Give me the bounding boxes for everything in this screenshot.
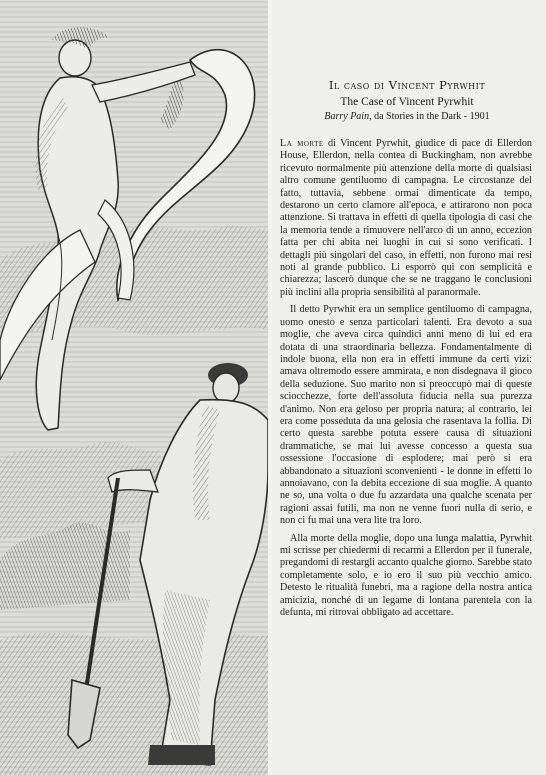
article-column [272, 0, 546, 775]
title-lead: Il caso di [328, 78, 385, 92]
title-name: Vincent Pyrwhit [388, 78, 486, 92]
article-byline [272, 111, 542, 122]
article-title [272, 78, 542, 92]
engraving-illustration [0, 0, 268, 775]
engraving-icon [0, 0, 268, 775]
article-subtitle: The Case of Vincent Pyrwhit [340, 96, 474, 108]
article-body [280, 138, 532, 624]
paragraph-1-lead: La morte [280, 138, 324, 149]
author-name: Barry Pain [324, 111, 370, 122]
paragraph-1-text: di Vincent Pyrwhit, giudice di pace di Ellerdon House, Ellerdon, nella contea di Buckingham, non avrebbe ricevuto normalmente più attenzione della morte di qualsiasi altro comune gentiluomo di campagna. Le circostanze del fatto, tuttavia, sebbene ormai dimenticate da tempo, destarono un certo clamore all'epoca, e attirarono non poca attenzione. Si trattava in effetti di quella tipologia di casi che la memoria tende a rimuovere nell'arco di un anno, eccezion fatta per chi abita nei luoghi in cui si sono verificati. I dettagli più singolari del caso, in effetti, non furono mai resi noti al grande pubblico. Li esporrò qui con semplicità e chiarezza; lascerò dunque che se ne traggano le conclusioni più inclini alla propria sensibilità al paranormale. [280, 138, 533, 298]
paragraph-1 [280, 138, 532, 299]
source-note: , da Stories in the Dark - 1901 [369, 111, 490, 122]
paragraph-2: Il detto Pyrwhit era un semplice gentiluomo di campagna, uomo onesto e senza particolari talenti. Era devoto a sua moglie, che aveva circa quindici anni meno di lui ed era dotata di una straordinaria bellezza. Fondamentalmente di indole buona, ella non era in effetti immune da certi vizi: amava oltremodo essere ammirata, e non disdegnava il gioco della seduzione. Suo marito non si preoccupò mai di queste sciocchezze, forte dell'assoluta fiducia nella sua purezza d'animo. Non era geloso per propria natura; al contrario, lei era come posseduta da una gelosia che rasentava la follia. Di certo questa sarebbe potuta essere causa di situazioni drammatiche, se mai lui avesse concesso a questa sua ossessione l'occasione di esplodere; mai però si era abbandonato a situazioni sconvenienti - le donne in effetti lo annoiavano, con la debita eccezione di sua moglie. A quanto ne so, una volta o due fu azzardata una qualche scenata per ragioni assai futili, ma non ne venne fuori nulla di serio, e non ci fu mai una vera lite tra loro. [280, 304, 532, 527]
paragraph-3: Alla morte della moglie, dopo una lunga malattia, Pyrwhit mi scrisse per chiedermi di recarmi a Ellerdon per il funerale, pregandomi di restargli accanto qualche giorno. Sarebbe stato completamente solo, e io ero il suo più vecchio amico. Detesto le ritualità funebri, ma a ragione della nostra antica amicizia, nonché di un legame di lontana parentela con la defunta, mi ritrovai obbligato ad accettare. [280, 532, 532, 619]
